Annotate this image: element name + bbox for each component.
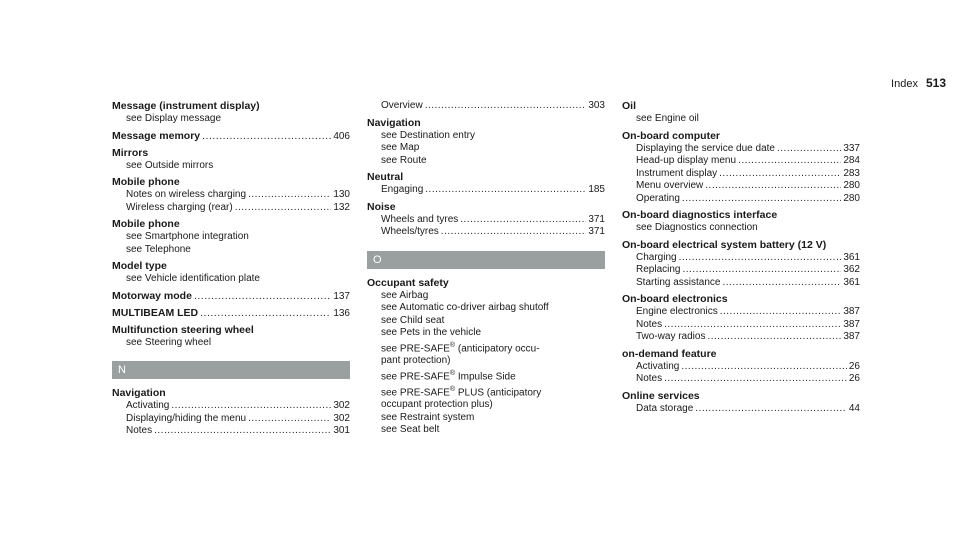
subentry-text: Menu overview bbox=[636, 180, 704, 191]
index-ref: see Vehicle identification plate bbox=[126, 273, 260, 284]
page-ref: 303 bbox=[588, 100, 605, 111]
page-header bbox=[891, 76, 946, 90]
page-ref: 371 bbox=[588, 213, 605, 225]
page-ref: 302 bbox=[333, 412, 350, 424]
index-entry bbox=[622, 209, 860, 235]
index-entry bbox=[367, 171, 605, 197]
index-term bbox=[112, 307, 350, 320]
index-title: Index bbox=[891, 78, 918, 90]
subentry-text: Notes bbox=[636, 318, 663, 330]
index-subentry bbox=[622, 361, 860, 374]
subentry-text: Starting assistance bbox=[636, 276, 721, 288]
registered-mark: ® bbox=[449, 369, 456, 377]
subentry-text: Displaying/hiding the menu bbox=[126, 412, 247, 424]
index-entry bbox=[112, 260, 350, 286]
index-entry bbox=[112, 290, 350, 303]
index-entry bbox=[622, 130, 860, 206]
index-entry bbox=[112, 130, 350, 143]
subentry-text: Engine electronics bbox=[636, 306, 718, 317]
index-ref: see Engine oil bbox=[636, 113, 699, 124]
index-term: Neutral bbox=[367, 171, 404, 183]
term-text: Motorway mode bbox=[112, 289, 192, 302]
page-ref: 283 bbox=[843, 167, 860, 179]
page-ref: 280 bbox=[843, 192, 860, 204]
registered-mark: ® bbox=[449, 341, 456, 349]
subentry-text: Activating bbox=[636, 360, 680, 372]
index-term: On-board electrical system battery (12 V) bbox=[622, 238, 827, 251]
page-ref: 280 bbox=[843, 180, 860, 191]
subentry-text: Head-up display menu bbox=[636, 155, 737, 166]
index-term: Navigation bbox=[112, 387, 166, 399]
index-term: Noise bbox=[367, 200, 396, 213]
page-ref: 387 bbox=[843, 306, 860, 317]
index-ref bbox=[367, 368, 605, 384]
index-subentry bbox=[367, 184, 605, 197]
ref-text: Impulse Side bbox=[455, 371, 516, 383]
page-ref: 361 bbox=[843, 276, 860, 288]
index-ref: see Display message bbox=[126, 113, 222, 124]
page-ref: 361 bbox=[843, 251, 860, 263]
index-ref: see Steering wheel bbox=[126, 336, 212, 348]
index-term: on-demand feature bbox=[622, 347, 717, 360]
page-ref: 387 bbox=[843, 331, 860, 342]
index-subentry bbox=[112, 189, 350, 202]
index-ref: see Child seat bbox=[381, 314, 445, 326]
page-ref: 132 bbox=[333, 201, 350, 213]
index-subentry bbox=[622, 264, 860, 277]
letter-section-bar: O bbox=[367, 251, 605, 269]
index-ref: see Seat belt bbox=[381, 424, 440, 436]
index-entry bbox=[112, 307, 350, 320]
page-ref: 26 bbox=[848, 373, 860, 384]
index-ref: see Smartphone integration bbox=[126, 231, 249, 242]
index-entry bbox=[622, 348, 860, 386]
index-column-2 bbox=[367, 100, 605, 441]
subentry-text: Activating bbox=[126, 400, 170, 411]
index-term: Model type bbox=[112, 260, 167, 272]
index-subentry bbox=[367, 214, 605, 227]
index-term: Navigation bbox=[367, 116, 421, 129]
index-term: On-board diagnostics interface bbox=[622, 209, 778, 221]
ref-text: PLUS (anticipatory bbox=[455, 386, 542, 398]
index-column-1 bbox=[112, 100, 350, 442]
subentry-text: Displaying the service due date bbox=[636, 142, 775, 154]
index-term: Mobile phone bbox=[112, 218, 180, 230]
index-subentry bbox=[622, 252, 860, 265]
registered-mark: ® bbox=[449, 385, 456, 393]
page-ref: 284 bbox=[843, 155, 860, 166]
index-term: On-board computer bbox=[622, 129, 721, 142]
letter-section-bar: N bbox=[112, 361, 350, 379]
index-subentry bbox=[367, 100, 605, 113]
ref-text: (anticipatory occu- bbox=[455, 342, 540, 354]
index-ref: see Destination entry bbox=[381, 129, 475, 141]
index-subentry bbox=[622, 155, 860, 168]
index-term: Multifunction steering wheel bbox=[112, 323, 254, 336]
index-subentry bbox=[622, 373, 860, 386]
index-entry bbox=[367, 117, 605, 168]
index-entry bbox=[112, 100, 350, 126]
index-term bbox=[112, 290, 350, 303]
index-subentry bbox=[622, 193, 860, 206]
index-subentry bbox=[367, 226, 605, 239]
index-column-3 bbox=[622, 100, 860, 419]
ref-text: see PRE-SAFE bbox=[381, 342, 450, 354]
subentry-text: Wireless charging (rear) bbox=[126, 201, 233, 213]
index-ref: see Airbag bbox=[381, 289, 429, 301]
index-subentry bbox=[112, 425, 350, 438]
index-ref: see Map bbox=[381, 142, 420, 153]
index-ref: see Restraint system bbox=[381, 411, 475, 423]
index-entry bbox=[367, 100, 605, 113]
page-number: 513 bbox=[925, 76, 946, 90]
index-entry bbox=[112, 387, 350, 438]
page-ref: 185 bbox=[588, 184, 605, 195]
index-term: Occupant safety bbox=[367, 276, 449, 289]
subentry-text: Instrument display bbox=[636, 167, 718, 179]
term-text: MULTIBEAM LED bbox=[112, 306, 199, 319]
index-term: Mirrors bbox=[112, 146, 149, 159]
page-ref: 406 bbox=[333, 130, 350, 142]
index-entry bbox=[112, 324, 350, 350]
term-text: Message memory bbox=[112, 129, 201, 142]
page-ref: 362 bbox=[843, 264, 860, 275]
index-entry bbox=[112, 147, 350, 173]
index-entry bbox=[622, 293, 860, 344]
index-subentry bbox=[112, 413, 350, 426]
subentry-text: Data storage bbox=[636, 402, 694, 414]
subentry-text: Overview bbox=[381, 100, 423, 111]
index-ref bbox=[367, 384, 605, 400]
index-term: Oil bbox=[622, 100, 637, 112]
index-entry bbox=[622, 100, 860, 126]
subentry-text: Operating bbox=[636, 192, 680, 204]
subentry-text: Wheels/tyres bbox=[381, 226, 439, 237]
index-entry bbox=[367, 277, 605, 437]
page-ref: 337 bbox=[843, 142, 860, 154]
index-subentry bbox=[112, 202, 350, 215]
index-ref: see Automatic co-driver airbag shutoff bbox=[381, 302, 549, 313]
index-entry bbox=[622, 239, 860, 290]
page-ref: 302 bbox=[333, 400, 350, 411]
index-term: On-board electronics bbox=[622, 293, 728, 305]
subentry-text: Notes bbox=[636, 373, 663, 384]
index-subentry bbox=[622, 180, 860, 193]
page-ref: 136 bbox=[333, 307, 350, 319]
ref-text: see PRE-SAFE bbox=[381, 371, 450, 383]
index-term: Message (instrument display) bbox=[112, 100, 260, 112]
ref-text: see PRE-SAFE bbox=[381, 386, 450, 398]
index-subentry bbox=[622, 143, 860, 156]
page-ref: 387 bbox=[843, 318, 860, 330]
index-subentry bbox=[622, 403, 860, 416]
index-subentry bbox=[622, 306, 860, 319]
index-entry bbox=[112, 218, 350, 256]
index-ref: see Outside mirrors bbox=[126, 159, 214, 171]
index-subentry bbox=[112, 400, 350, 413]
index-ref: see Route bbox=[381, 154, 427, 166]
page-ref: 301 bbox=[333, 425, 350, 436]
subentry-text: Notes on wireless charging bbox=[126, 189, 247, 200]
index-term: Mobile phone bbox=[112, 176, 180, 188]
index-ref: see Diagnostics connection bbox=[636, 222, 758, 233]
page-ref: 130 bbox=[333, 189, 350, 200]
index-entry bbox=[367, 201, 605, 239]
subentry-text: Charging bbox=[636, 251, 677, 263]
page-ref: 26 bbox=[848, 360, 860, 372]
subentry-text: Notes bbox=[126, 425, 153, 436]
index-term bbox=[112, 130, 350, 143]
index-entry bbox=[112, 176, 350, 214]
page-ref: 137 bbox=[333, 290, 350, 302]
subentry-text: Wheels and tyres bbox=[381, 213, 459, 225]
index-ref: occupant protection plus) bbox=[381, 399, 493, 411]
index-ref bbox=[367, 340, 605, 356]
index-ref: see Pets in the vehicle bbox=[381, 327, 482, 338]
subentry-text: Engaging bbox=[381, 184, 424, 195]
index-ref: pant protection) bbox=[381, 355, 451, 367]
index-subentry bbox=[622, 331, 860, 344]
page-ref: 371 bbox=[588, 226, 605, 237]
index-term: Online services bbox=[622, 389, 700, 402]
subentry-text: Two-way radios bbox=[636, 331, 706, 342]
index-subentry bbox=[622, 277, 860, 290]
subentry-text: Replacing bbox=[636, 264, 681, 275]
index-entry bbox=[622, 390, 860, 416]
index-subentry bbox=[622, 319, 860, 332]
index-ref: see Telephone bbox=[126, 243, 191, 255]
index-subentry bbox=[622, 168, 860, 181]
page-ref: 44 bbox=[848, 402, 860, 414]
